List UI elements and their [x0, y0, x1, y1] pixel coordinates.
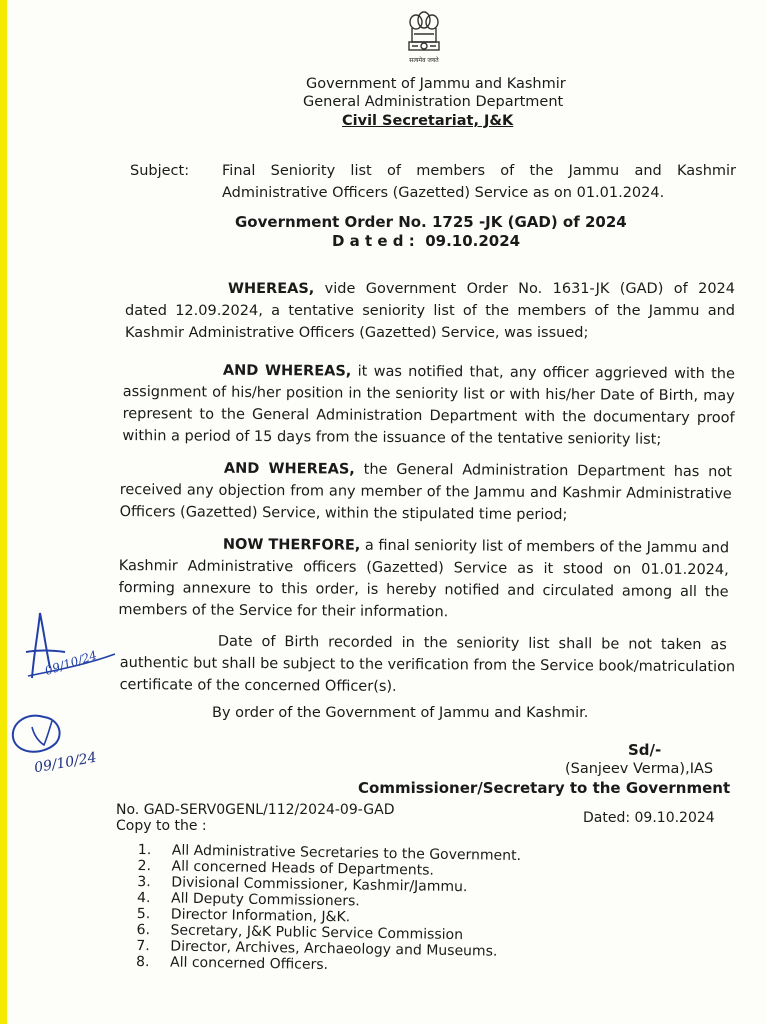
- list-item: 2. All concerned Heads of Departments.: [137, 857, 435, 879]
- reference-number: No. GAD-SERV0GENL/112/2024-09-GAD: [116, 802, 395, 818]
- signatory-designation: Commissioner/Secretary to the Government: [358, 779, 731, 797]
- emblem-caption: सत्यमेव जयते: [409, 57, 439, 64]
- header-secretariat: Civil Secretariat, J&K: [342, 113, 514, 129]
- paragraph-whereas-3: AND WHEREAS, the General Administration Department has not received any objection from any member of the Jammu and Kashmir Administrative Officers (Gazetted) Service, within the stipulated time period;: [119, 460, 732, 524]
- list-item: 3. Divisional Commissioner, Kashmir/Jammu.: [137, 873, 468, 896]
- state-emblem: [398, 10, 450, 68]
- list-item: 4. All Deputy Commissioners.: [136, 889, 360, 910]
- copy-to-label: Copy to the :: [116, 818, 207, 834]
- handwritten-initials-2: [4, 705, 116, 785]
- initials-2-date: 09/10/24: [33, 749, 98, 777]
- list-item: 1. All Administrative Secretaries to the Government.: [137, 842, 522, 865]
- list-item: 8. All concerned Officers.: [135, 953, 329, 973]
- order-dated: D a t e d : 09.10.2024: [332, 232, 521, 250]
- subject-label: Subject:: [130, 163, 190, 179]
- handwritten-initials-1: [10, 608, 120, 688]
- paragraph-now-therefore: NOW THERFORE, a final seniority list of members of the Jammu and Kashmir Administrative officers (Gazetted) Service as it stood on 01.01.2024, forming annexure to this order, is hereby notified and circulated among all the members of the Service for their information.: [118, 536, 730, 621]
- paragraph-whereas-2: AND WHEREAS, it was notified that, any officer aggrieved with the assignment of his/her position in the seniority list or with his/her Date of Birth, may represent to the General Administration Department with the documentary proof within a period of 15 days from the issuance of the tentative seniority list;: [122, 362, 735, 448]
- header-government: Government of Jammu and Kashmir: [306, 76, 566, 92]
- initials-1-date: 09/10/24: [43, 648, 99, 678]
- header-department: General Administration Department: [303, 94, 564, 110]
- reference-dated: Dated: 09.10.2024: [583, 810, 715, 826]
- list-item: 6. Secretary, J&K Public Service Commission: [136, 921, 464, 944]
- by-order-line: By order of the Government of Jammu and Kashmir.: [212, 705, 589, 721]
- page-edge: [0, 0, 7, 1024]
- order-number: Government Order No. 1725 -JK (GAD) of 2024: [235, 213, 627, 231]
- paragraph-date-of-birth: Date of Birth recorded in the seniority list shall be not taken as authentic but shall be subject to the verification from the Service book/matriculation certificate of the concerned Officer(s).: [119, 633, 736, 695]
- subject-text: Final Seniority list of members of the Jammu and Kashmir Administrative Officers (Gazetted) Service as on 01.01.2024.: [222, 163, 736, 201]
- copy-list: [136, 842, 521, 976]
- list-item: 5. Director Information, J&K.: [136, 905, 351, 926]
- list-item: 7. Director, Archives, Archaeology and Museums.: [136, 937, 498, 960]
- paragraph-whereas-1: WHEREAS, vide Government Order No. 1631-JK (GAD) of 2024 dated 12.09.2024, a tentative seniority list of the members of the Jammu and Kashmir Administrative Officers (Gazetted) Service, was issued;: [125, 281, 735, 341]
- signature-sd: Sd/-: [628, 741, 662, 759]
- signatory-name: (Sanjeev Verma),IAS: [565, 761, 714, 777]
